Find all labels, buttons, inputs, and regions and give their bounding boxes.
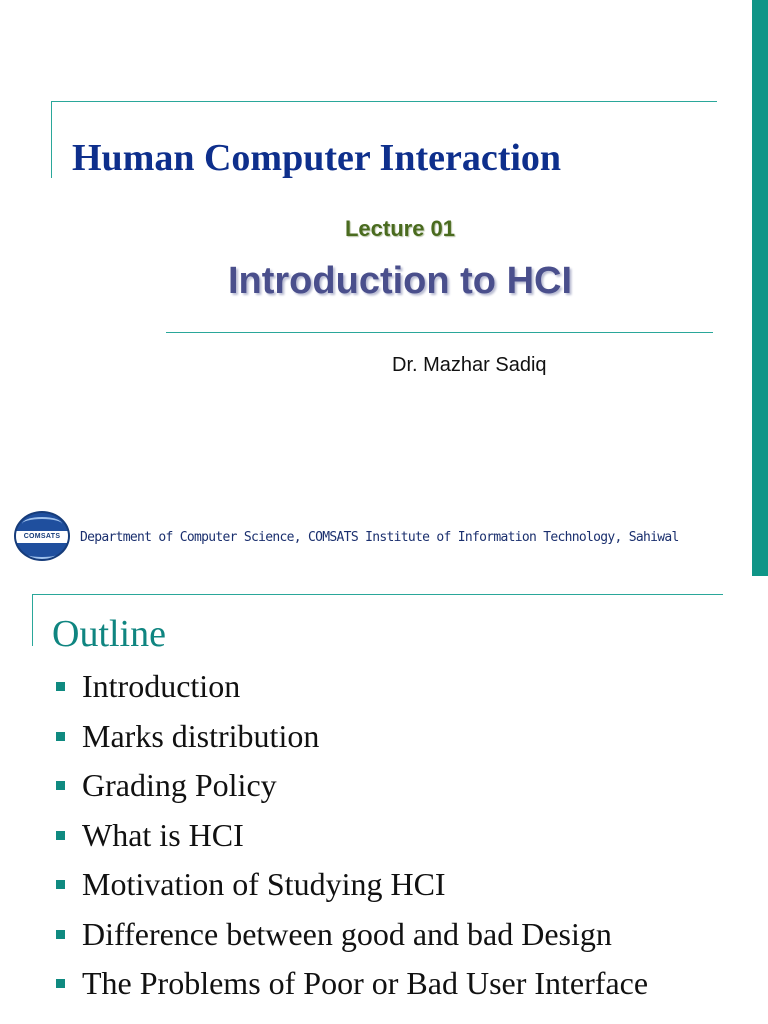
- outline-list: [52, 662, 648, 1009]
- title-frame-left-line: [51, 101, 52, 178]
- department-footer: Department of Computer Science, COMSATS Institute of Information Technology, Sahiwal: [80, 530, 679, 545]
- list-item: [52, 712, 648, 762]
- list-item: [52, 959, 648, 1009]
- title-divider: [166, 332, 713, 333]
- course-title: Human Computer Interaction: [72, 137, 562, 179]
- square-bullet-icon: [56, 930, 65, 939]
- outline-item-text: What is HCI: [82, 816, 244, 853]
- outline-item-text: Difference between good and bad Design: [82, 915, 612, 952]
- lecture-topic: Introduction to HCI: [227, 260, 573, 302]
- comsats-logo-icon: [14, 511, 70, 561]
- lecture-number: Lecture 01: [344, 216, 456, 241]
- list-item: [52, 662, 648, 712]
- square-bullet-icon: [56, 979, 65, 988]
- square-bullet-icon: [56, 880, 65, 889]
- square-bullet-icon: [56, 781, 65, 790]
- outline-item-text: Grading Policy: [82, 767, 277, 804]
- square-bullet-icon: [56, 732, 65, 741]
- list-item: [52, 811, 648, 861]
- outline-title: Outline: [52, 613, 166, 655]
- list-item: [52, 860, 648, 910]
- outline-item-text: The Problems of Poor or Bad User Interface: [82, 965, 649, 1002]
- outline-frame-top-line: [32, 594, 723, 595]
- list-item: [52, 910, 648, 960]
- square-bullet-icon: [56, 682, 65, 691]
- list-item: [52, 761, 648, 811]
- outline-item-text: Introduction: [82, 668, 241, 705]
- square-bullet-icon: [56, 831, 65, 840]
- title-frame-top-line: [51, 101, 717, 102]
- logo-text: COMSATS: [16, 531, 68, 543]
- author-name: Dr. Mazhar Sadiq: [392, 354, 547, 376]
- outline-frame-left-line: [32, 594, 33, 646]
- outline-item-text: Motivation of Studying HCI: [82, 866, 446, 903]
- outline-item-text: Marks distribution: [82, 717, 320, 754]
